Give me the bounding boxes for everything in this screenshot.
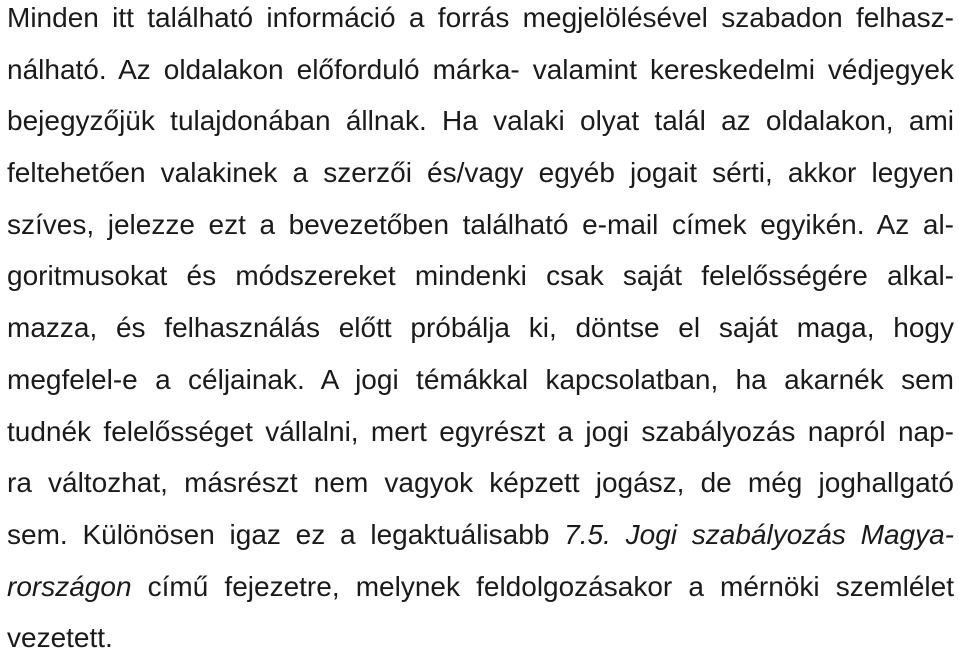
paragraph-line-5: szíves, jelezze ezt a bevezetőben található e-mail címek egyikén. Az al- — [7, 208, 954, 240]
paragraph-line-1: Minden itt található információ a forrás megjelölésével szabadon felhasz- — [7, 2, 954, 33]
paragraph-line-6: goritmusokat és módszereket mindenki csak saját felelősségére alkal- — [7, 260, 954, 292]
line-11-text: sem. Különösen igaz ez a legaktuálisabb — [7, 518, 565, 550]
section-reference-part-2: rországon — [7, 570, 132, 602]
paragraph-line-4: feltehetően valakinek a szerzői és/vagy egyéb jogait sérti, akkor legyen — [7, 157, 954, 189]
paragraph-line-13: vezetett. — [7, 622, 113, 654]
paragraph-line-3: bejegyzőjük tulajdonában állnak. Ha valaki olyat talál az oldalakon, ami — [7, 105, 954, 137]
paragraph-line-11 — [7, 509, 954, 561]
paragraph-line-8: megfelel-e a céljainak. A jogi témákkal kapcsolatban, ha akarnék sem — [7, 363, 954, 395]
paragraph-line-7: mazza, és felhasználás előtt próbálja ki, döntse el saját maga, hogy — [7, 312, 954, 344]
line-12-text: című fejezetre, melynek feldolgozásakor a mérnöki szemlélet — [131, 570, 954, 602]
paragraph-line-10: ra változhat, másrészt nem vagyok képzett jogász, de még joghallgató — [7, 467, 954, 499]
paragraph-line-9: tudnék felelősséget vállalni, mert egyrészt a jogi szabályozás napról nap- — [7, 415, 954, 447]
paragraph-line-12 — [7, 561, 954, 613]
section-reference-part-1: 7.5. Jogi szabályozás Magya- — [564, 518, 954, 550]
paragraph-line-2: nálható. Az oldalakon előforduló márka- valamint kereskedelmi védjegyek — [7, 53, 954, 85]
